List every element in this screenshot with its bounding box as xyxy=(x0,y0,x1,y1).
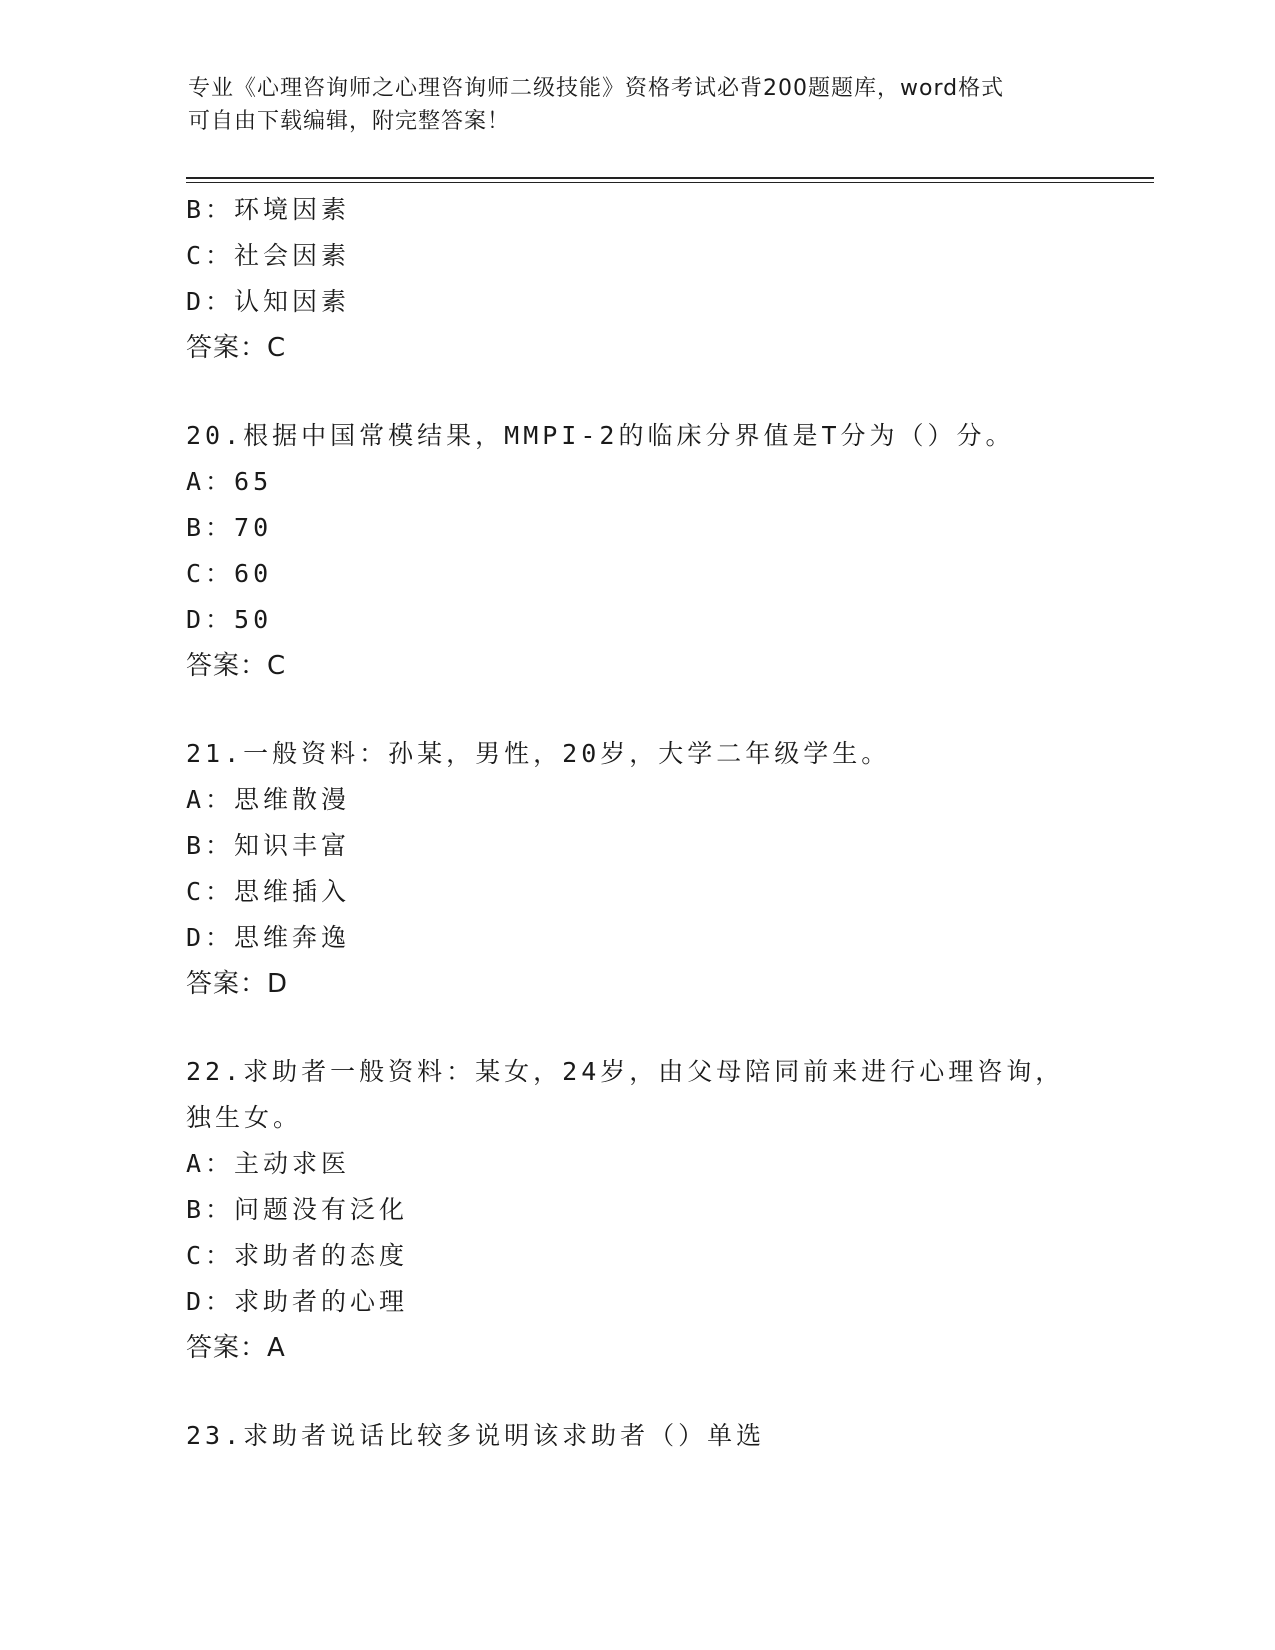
question-stem: 23.求助者说话比较多说明该求助者（）单选 xyxy=(186,1421,766,1450)
question-stem: 21.一般资料：孙某，男性，20岁，大学二年级学生。 xyxy=(186,739,891,768)
header-divider-thin xyxy=(186,182,1154,183)
option-d: D：认知因素 xyxy=(186,287,351,316)
option-b: B：环境因素 xyxy=(186,195,351,224)
document-header xyxy=(188,72,1088,138)
answer-label: 答案：C xyxy=(186,651,287,681)
answer-label: 答案：A xyxy=(186,1333,286,1363)
header-divider-thick xyxy=(186,177,1154,179)
question-21 xyxy=(186,731,1086,1007)
option-c: C：60 xyxy=(186,559,273,588)
option-d: D：50 xyxy=(186,605,273,634)
option-b: B：知识丰富 xyxy=(186,831,351,860)
option-c: C：求助者的态度 xyxy=(186,1241,409,1270)
option-d: D：思维奔逸 xyxy=(186,923,351,952)
option-d: D：求助者的心理 xyxy=(186,1287,409,1316)
answer-label: 答案：C xyxy=(186,333,287,363)
header-line-2: 可自由下载编辑，附完整答案！ xyxy=(188,109,511,134)
option-b: B：70 xyxy=(186,513,273,542)
question-20 xyxy=(186,413,1086,689)
question-22 xyxy=(186,1049,1086,1371)
question-23 xyxy=(186,1413,1086,1459)
option-a: A：思维散漫 xyxy=(186,785,351,814)
question-list xyxy=(186,187,1086,1459)
answer-label: 答案：D xyxy=(186,969,289,999)
option-a: A：65 xyxy=(186,467,273,496)
question-19-tail xyxy=(186,187,1086,371)
option-c: C：社会因素 xyxy=(186,241,351,270)
question-stem: 22.求助者一般资料：某女，24岁，由父母陪同前来进行心理咨询，独生女。 xyxy=(186,1057,1065,1132)
question-stem: 20.根据中国常模结果，MMPI-2的临床分界值是T分为（）分。 xyxy=(186,421,1015,450)
header-line-1: 专业《心理咨询师之心理咨询师二级技能》资格考试必背200题题库，word格式 xyxy=(188,76,1005,101)
option-b: B：问题没有泛化 xyxy=(186,1195,409,1224)
option-a: A：主动求医 xyxy=(186,1149,351,1178)
option-c: C：思维插入 xyxy=(186,877,351,906)
